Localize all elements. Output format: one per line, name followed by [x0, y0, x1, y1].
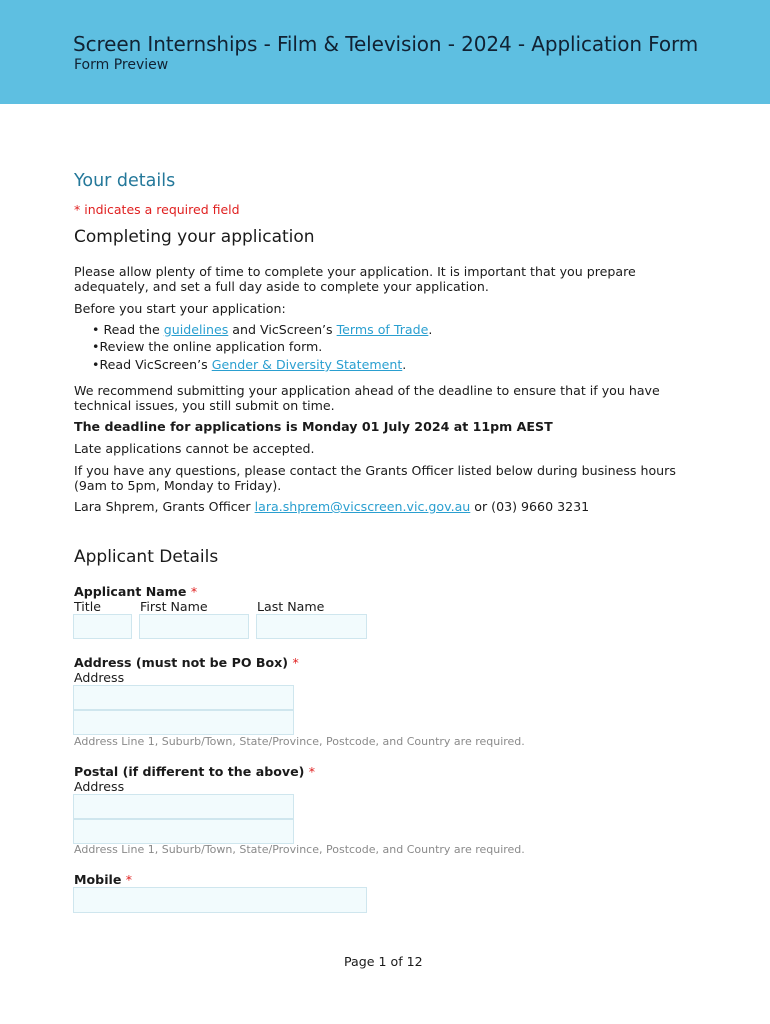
postal-sublabel: Address [74, 779, 125, 794]
bullet-diversity: •Read VicScreen’s Gender & Diversity Statement. [92, 357, 407, 372]
form-title: Screen Internships - Film & Television - 2024 - Application Form [73, 32, 699, 56]
applicant-name-label: Applicant Name * [74, 584, 198, 599]
required-field-note: * indicates a required field [74, 202, 240, 217]
required-star: * [125, 872, 133, 887]
gender-diversity-link[interactable]: Gender & Diversity Statement [211, 357, 403, 372]
bullet-dot: • [92, 322, 100, 337]
address-sublabel: Address [74, 670, 125, 685]
before-start-text: Before you start your application: [74, 301, 286, 316]
bullet-guidelines: • Read the guidelines and VicScreen’s Terms of Trade. [92, 322, 433, 337]
last-name-input[interactable] [256, 614, 367, 639]
bullet-dot: • [92, 339, 100, 354]
postal-line-1-input[interactable] [73, 794, 294, 819]
postal-hint: Address Line 1, Suburb/Town, State/Province, Postcode, and Country are required. [74, 843, 525, 856]
page-number: Page 1 of 12 [344, 954, 423, 969]
form-subtitle: Form Preview [74, 57, 169, 73]
first-name-label: First Name [140, 599, 208, 614]
bullet-review-form: •Review the online application form. [92, 339, 323, 354]
title-input[interactable] [73, 614, 132, 639]
guidelines-link[interactable]: guidelines [163, 322, 229, 337]
recommend-paragraph: We recommend submitting your application ahead of the deadline to ensure that if you have technical issues, you still submit on time. [74, 383, 660, 413]
completing-heading: Completing your application [74, 227, 315, 247]
required-star: * [292, 655, 299, 670]
mobile-label: Mobile * [74, 872, 133, 887]
questions-paragraph: If you have any questions, please contact the Grants Officer listed below during business hours (9am to 5pm, Monday to Friday). [74, 463, 676, 493]
terms-of-trade-link[interactable]: Terms of Trade [336, 322, 429, 337]
applicant-details-heading: Applicant Details [74, 547, 219, 567]
mobile-input[interactable] [73, 887, 367, 913]
address-line-2-input[interactable] [73, 710, 294, 735]
required-star: * [308, 764, 316, 779]
bullet-dot: • [92, 357, 100, 372]
postal-line-2-input[interactable] [73, 819, 294, 844]
address-line-1-input[interactable] [73, 685, 294, 710]
first-name-input[interactable] [139, 614, 249, 639]
late-text: Late applications cannot be accepted. [74, 441, 315, 456]
section-title: Your details [74, 171, 176, 191]
contact-email-link[interactable]: lara.shprem@vicscreen.vic.gov.au [254, 499, 471, 514]
last-name-label: Last Name [257, 599, 325, 614]
title-label: Title [74, 599, 101, 614]
intro-paragraph: Please allow plenty of time to complete your application. It is important that you prepare adequately, and set a full day aside to complete your application. [74, 264, 636, 294]
required-star: * [190, 584, 198, 599]
contact-line: Lara Shprem, Grants Officer lara.shprem@vicscreen.vic.gov.au or (03) 9660 3231 [74, 499, 590, 514]
address-hint: Address Line 1, Suburb/Town, State/Province, Postcode, and Country are required. [74, 735, 525, 748]
form-header [0, 0, 770, 104]
deadline-text: The deadline for applications is Monday 01 July 2024 at 11pm AEST [74, 419, 553, 434]
postal-label: Postal (if different to the above) * [74, 764, 316, 779]
address-label: Address (must not be PO Box) * [74, 655, 299, 670]
